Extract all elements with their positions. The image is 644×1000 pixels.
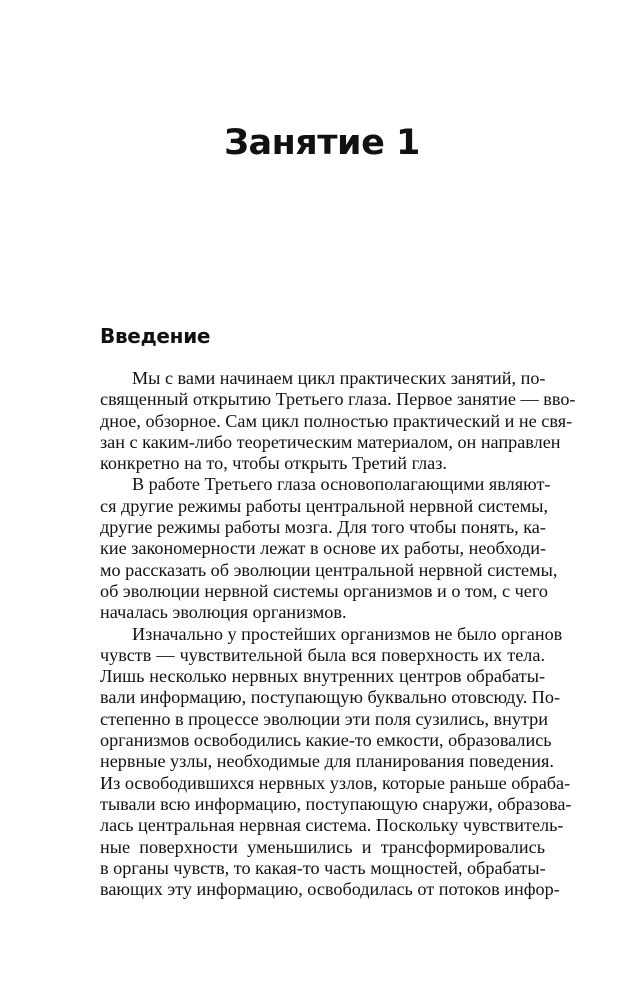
paragraph-1 [100, 368, 576, 474]
text-line: мо рассказать об эволюции центральной нервной системы, [100, 559, 558, 580]
text-line: Из освободившихся нервных узлов, которые раньше обраба- [100, 772, 571, 793]
text-line: вающих эту информацию, освободилась от потоков инфор- [100, 879, 560, 900]
text-line: об эволюции нервной системы организмов и о том, с чего [100, 580, 548, 601]
text-line: лась центральная нервная система. Поскольку чувствитель- [100, 815, 564, 836]
text-line: ся другие режимы работы центральной нервной системы, [100, 495, 549, 516]
text-line: Лишь несколько нервных внутренних центров обрабаты- [100, 666, 545, 687]
text-line: В работе Третьего глаза основополагающими являют- [132, 474, 551, 495]
text-line: в органы чувств, то какая-то часть мощностей, обрабаты- [100, 857, 546, 878]
text-line: Мы с вами начинаем цикл практических занятий, по- [132, 368, 546, 388]
text-line: ные поверхности уменьшились и трансформировались [100, 836, 545, 857]
text-line: зан с каким-либо теоретическим материалом, он направлен [100, 431, 561, 452]
text-line: степенно в процессе эволюции эти поля сузились, внутри [100, 708, 548, 729]
text-line: конкретно на то, чтобы открыть Третий глаз. [100, 453, 447, 474]
text-line: дное, обзорное. Сам цикл полностью практический и не свя- [100, 410, 573, 431]
text-line: организмов освободились какие-то емкости, образовались [100, 730, 552, 751]
chapter-title: Занятие 1 [224, 123, 420, 163]
text-line: тывали всю информацию, поступающую снаружи, образова- [100, 793, 572, 814]
text-line: другие режимы работы мозга. Для того чтобы понять, ка- [100, 517, 546, 538]
text-line: кие закономерности лежат в основе их работы, необходи- [100, 538, 547, 559]
section-heading: Введение [100, 324, 211, 348]
text-line: Изначально у простейших организмов не было органов [132, 623, 563, 644]
paragraph-2 [100, 474, 558, 623]
text-line: нервные узлы, необходимые для планирования поведения. [100, 751, 554, 772]
text-line: чувств — чувствительной была вся поверхность их тела. [100, 644, 545, 665]
text-line: началась эволюция организмов. [100, 602, 347, 623]
paragraph-3 [100, 623, 572, 901]
text-line: священный открытию Третьего глаза. Первое занятие — вво- [100, 389, 576, 410]
body-text [100, 368, 576, 900]
text-line: вали информацию, поступающую буквально отовсюду. По- [100, 687, 561, 708]
